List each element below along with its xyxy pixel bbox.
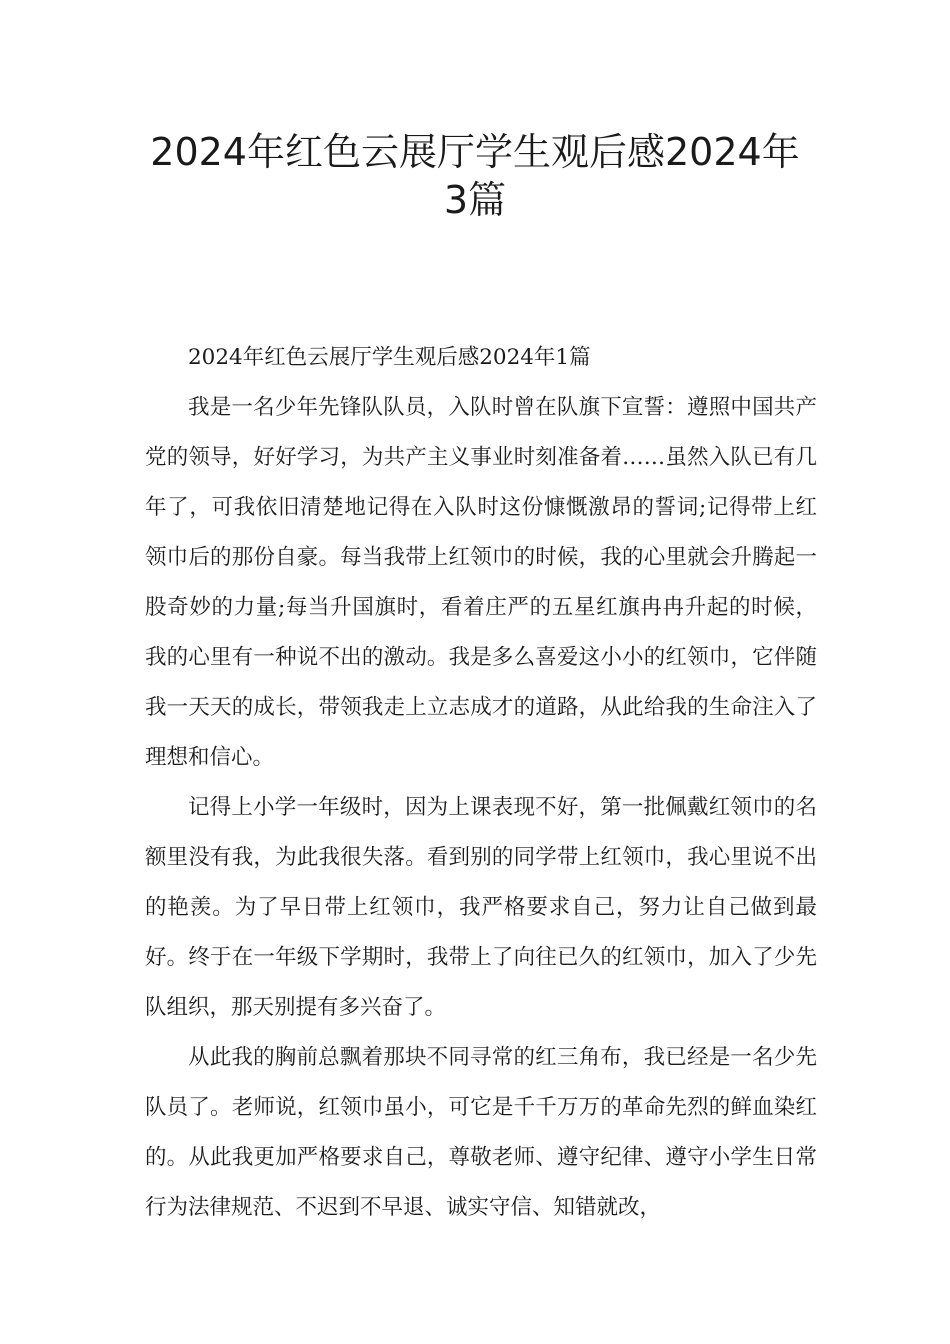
body-paragraph: 我是一名少年先锋队队员，入队时曾在队旗下宣誓：遵照中国共产党的领导，好好学习，为共产主义事业时刻准备着……虽然入队已有几年了，可我依旧清楚地记得在入队时这份慷慨激昂的誓词;记得带上红领巾后的那份自豪。每当我带上红领巾的时候，我的心里就会升腾起一股奇妙的力量;每当升国旗时，看着庄严的五星红旗冉冉升起的时候，我的心里有一种说不出的激动。我是多么喜爱这小小的红领巾，它伴随我一天天的成长，带领我走上立志成才的道路，从此给我的生命注入了理想和信心。 [145, 395, 817, 770]
document-body [145, 333, 817, 1233]
subtitle-paragraph: 2024年红色云展厅学生观后感2024年1篇 [188, 345, 591, 370]
body-paragraph: 从此我的胸前总飘着那块不同寻常的红三角布，我已经是一名少先队员了。老师说，红领巾虽小，可它是千千万万的革命先烈的鲜血染红的。从此我更加严格要求自己，尊敬老师、遵守纪律、遵守小学生日常行为法律规范、不迟到不早退、诚实守信、知错就改， [145, 1045, 817, 1220]
body-paragraph: 记得上小学一年级时，因为上课表现不好，第一批佩戴红领巾的名额里没有我，为此我很失落。看到别的同学带上红领巾，我心里说不出的艳羡。为了早日带上红领巾，我严格要求自己，努力让自己做到最好。终于在一年级下学期时，我带上了向往已久的红领巾，加入了少先队组织，那天别提有多兴奋了。 [145, 795, 817, 1020]
document-title: 2024年红色云展厅学生观后感2024年3篇 [150, 130, 800, 222]
